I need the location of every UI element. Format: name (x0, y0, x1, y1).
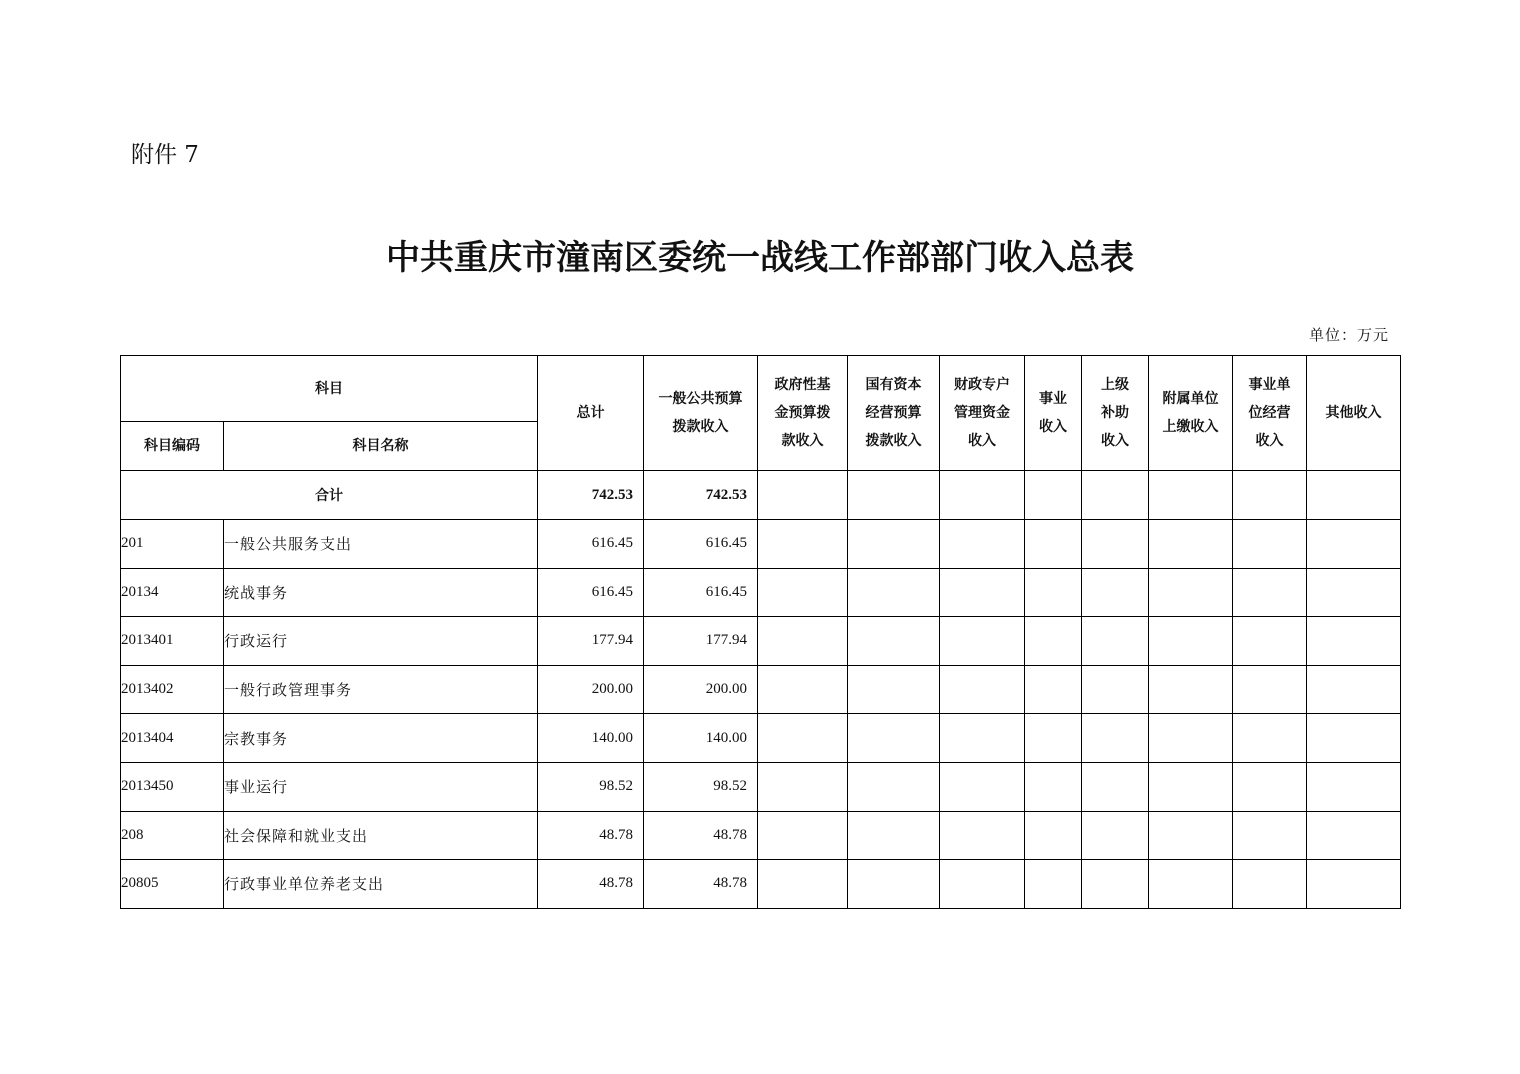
row-empty-cell (1025, 714, 1082, 763)
row-code: 2013402 (121, 665, 224, 714)
row-empty-cell (758, 860, 848, 909)
row-empty-cell (1025, 520, 1082, 569)
row-name: 宗教事务 (224, 714, 538, 763)
row-empty-cell (1025, 617, 1082, 666)
header-col-business-income: 事业收入 (1025, 356, 1082, 471)
row-empty-cell (758, 617, 848, 666)
row-empty-cell (1233, 860, 1307, 909)
row-total: 48.78 (538, 811, 644, 860)
row-total: 98.52 (538, 762, 644, 811)
row-empty-cell (848, 811, 940, 860)
row-empty-cell (940, 811, 1025, 860)
row-empty-cell (1307, 714, 1401, 763)
row-empty-cell (1307, 520, 1401, 569)
row-name: 社会保障和就业支出 (224, 811, 538, 860)
row-general-budget: 48.78 (644, 860, 758, 909)
row-general-budget: 48.78 (644, 811, 758, 860)
row-empty-cell (758, 811, 848, 860)
row-empty-cell (1233, 568, 1307, 617)
page-title: 中共重庆市潼南区委统一战线工作部部门收入总表 (386, 238, 1134, 278)
header-col-other-income: 其他收入 (1307, 356, 1401, 471)
attachment-label: 附件 7 (131, 142, 199, 168)
row-empty-cell (1025, 568, 1082, 617)
row-name: 行政事业单位养老支出 (224, 860, 538, 909)
row-empty-cell (1082, 762, 1149, 811)
row-empty-cell (940, 762, 1025, 811)
row-empty-cell (1082, 714, 1149, 763)
header-col-special-account: 财政专户管理资金收入 (940, 356, 1025, 471)
row-empty-cell (1082, 617, 1149, 666)
row-empty-cell (758, 568, 848, 617)
row-empty-cell (1307, 568, 1401, 617)
row-empty-cell (1233, 520, 1307, 569)
header-col-business-operation: 事业单位经营收入 (1233, 356, 1307, 471)
row-empty-cell (1307, 762, 1401, 811)
row-empty-cell (848, 860, 940, 909)
row-empty-cell (848, 568, 940, 617)
unit-label: 单位：万元 (1308, 326, 1389, 344)
row-empty-cell (1307, 617, 1401, 666)
table-row (121, 860, 1401, 909)
row-empty-cell (1149, 714, 1233, 763)
row-code: 2013450 (121, 762, 224, 811)
row-empty-cell (848, 665, 940, 714)
row-code: 2013404 (121, 714, 224, 763)
row-empty-cell (758, 762, 848, 811)
row-empty-cell (1149, 665, 1233, 714)
row-general-budget: 98.52 (644, 762, 758, 811)
table-row (121, 665, 1401, 714)
header-subject: 科目 (121, 356, 538, 422)
row-total: 200.00 (538, 665, 644, 714)
table-row (121, 762, 1401, 811)
row-name: 一般公共服务支出 (224, 520, 538, 569)
header-col-fund-budget: 政府性基金预算拨款收入 (758, 356, 848, 471)
row-name: 统战事务 (224, 568, 538, 617)
table-row (121, 811, 1401, 860)
row-code: 20805 (121, 860, 224, 909)
row-general-budget: 616.45 (644, 568, 758, 617)
income-table (120, 355, 1401, 909)
table-row (121, 617, 1401, 666)
row-empty-cell (848, 617, 940, 666)
row-empty-cell (758, 520, 848, 569)
row-total: 177.94 (538, 617, 644, 666)
row-empty-cell (1149, 811, 1233, 860)
row-general-budget: 200.00 (644, 665, 758, 714)
row-total: 140.00 (538, 714, 644, 763)
row-empty-cell (1233, 714, 1307, 763)
row-empty-cell (1233, 617, 1307, 666)
row-empty-cell (1082, 568, 1149, 617)
row-empty-cell (1025, 762, 1082, 811)
row-empty-cell (940, 860, 1025, 909)
header-col-state-capital: 国有资本经营预算拨款收入 (848, 356, 940, 471)
row-empty-cell (1149, 762, 1233, 811)
row-empty-cell (1233, 762, 1307, 811)
total-general-budget: 742.53 (644, 471, 758, 520)
row-name: 行政运行 (224, 617, 538, 666)
row-empty-cell (1082, 811, 1149, 860)
row-empty-cell (1082, 665, 1149, 714)
row-empty-cell (1082, 860, 1149, 909)
row-empty-cell (940, 714, 1025, 763)
row-empty-cell (1025, 860, 1082, 909)
row-code: 201 (121, 520, 224, 569)
row-empty-cell (1149, 617, 1233, 666)
row-empty-cell (848, 714, 940, 763)
total-label: 合计 (121, 471, 538, 520)
header-col-total: 总计 (538, 356, 644, 471)
row-empty-cell (1307, 811, 1401, 860)
row-code: 2013401 (121, 617, 224, 666)
row-empty-cell (1025, 665, 1082, 714)
row-empty-cell (940, 520, 1025, 569)
row-name: 一般行政管理事务 (224, 665, 538, 714)
row-total: 48.78 (538, 860, 644, 909)
row-empty-cell (1082, 520, 1149, 569)
total-sum: 742.53 (538, 471, 644, 520)
row-empty-cell (1149, 860, 1233, 909)
row-general-budget: 177.94 (644, 617, 758, 666)
header-subject-code: 科目编码 (121, 422, 224, 471)
row-empty-cell (758, 665, 848, 714)
total-row (121, 471, 1401, 520)
row-code: 208 (121, 811, 224, 860)
table-row (121, 714, 1401, 763)
row-empty-cell (758, 714, 848, 763)
row-general-budget: 616.45 (644, 520, 758, 569)
header-col-superior-subsidy: 上级补助收入 (1082, 356, 1149, 471)
header-col-affiliated-units: 附属单位上缴收入 (1149, 356, 1233, 471)
row-total: 616.45 (538, 520, 644, 569)
table-row (121, 568, 1401, 617)
row-total: 616.45 (538, 568, 644, 617)
row-empty-cell (1025, 811, 1082, 860)
row-name: 事业运行 (224, 762, 538, 811)
row-empty-cell (940, 617, 1025, 666)
header-col-general-budget: 一般公共预算拨款收入 (644, 356, 758, 471)
row-empty-cell (1149, 520, 1233, 569)
row-code: 20134 (121, 568, 224, 617)
row-empty-cell (1233, 811, 1307, 860)
row-empty-cell (940, 665, 1025, 714)
table-row (121, 520, 1401, 569)
row-empty-cell (1307, 860, 1401, 909)
row-empty-cell (940, 568, 1025, 617)
row-empty-cell (1149, 568, 1233, 617)
row-general-budget: 140.00 (644, 714, 758, 763)
row-empty-cell (1307, 665, 1401, 714)
row-empty-cell (848, 762, 940, 811)
header-subject-name: 科目名称 (224, 422, 538, 471)
row-empty-cell (848, 520, 940, 569)
row-empty-cell (1233, 665, 1307, 714)
